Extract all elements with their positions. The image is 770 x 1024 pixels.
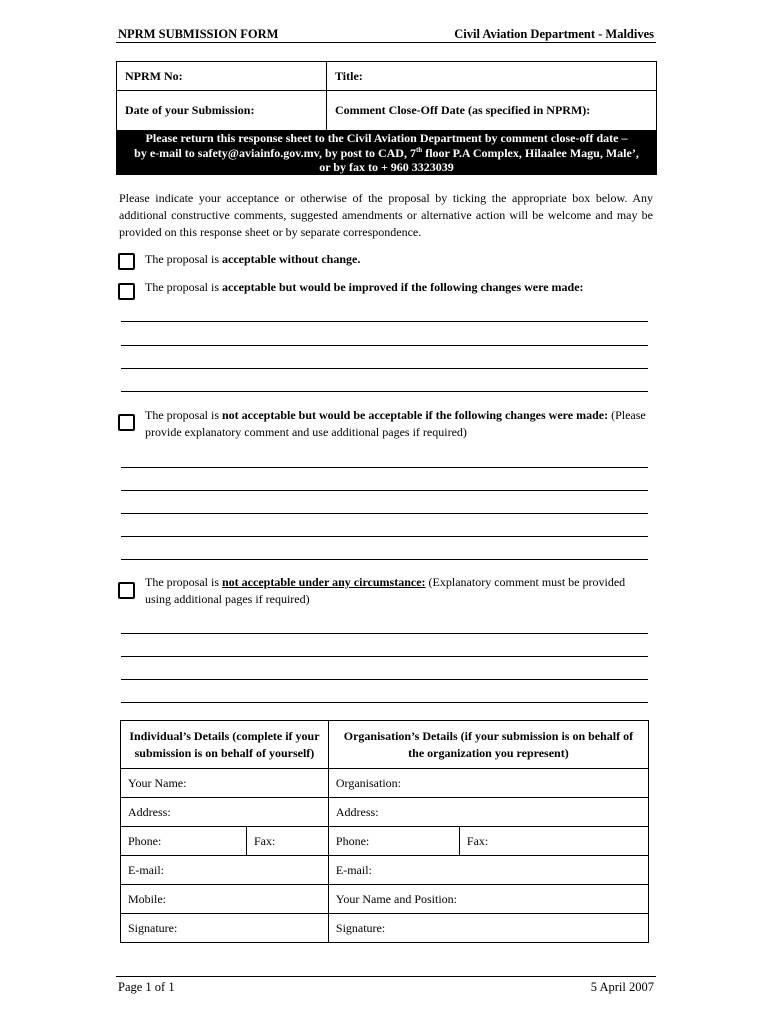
checkbox-not-acceptable-changes[interactable] <box>118 414 135 431</box>
return-instructions-banner <box>116 130 657 175</box>
footer-rule <box>116 976 656 977</box>
comment-line[interactable] <box>121 368 648 369</box>
form-title: NPRM SUBMISSION FORM <box>118 27 279 41</box>
name-position-field[interactable]: Your Name and Position: <box>328 885 648 914</box>
contact-details-table <box>120 720 649 943</box>
individual-email-field[interactable]: E-mail: <box>121 856 329 885</box>
organisation-field[interactable]: Organisation: <box>328 769 648 798</box>
comment-line[interactable] <box>121 702 648 703</box>
close-off-date-field[interactable]: Comment Close-Off Date (as specified in NPRM): <box>327 91 657 131</box>
comment-line[interactable] <box>121 536 648 537</box>
comment-line[interactable] <box>121 513 648 514</box>
your-name-field[interactable]: Your Name: <box>121 769 329 798</box>
organisation-address-field[interactable]: Address: <box>328 798 648 827</box>
organisation-signature-field[interactable]: Signature: <box>328 914 648 943</box>
page-number: Page 1 of 1 <box>118 980 175 994</box>
date-submission-field[interactable]: Date of your Submission: <box>117 91 327 131</box>
comment-line[interactable] <box>121 345 648 346</box>
comment-line[interactable] <box>121 467 648 468</box>
banner-line-2: by e-mail to safety@aviainfo.gov.mv, by post to CAD, 7th floor P.A Complex, Hilaalee Magu, Male’, <box>134 145 639 160</box>
mobile-field[interactable]: Mobile: <box>121 885 329 914</box>
nprm-info-table <box>116 61 657 131</box>
organisation-details-heading: Organisation’s Details (if your submission is on behalf of the organization you represent) <box>328 721 648 769</box>
intro-paragraph: Please indicate your acceptance or otherwise of the proposal by ticking the appropriate box below. Any additional constructive comments, suggested amendments or alternative action will be welcome and may be provided on this response sheet or by separate correspondence. <box>119 191 653 239</box>
individual-fax-field[interactable]: Fax: <box>247 827 329 856</box>
option-not-acceptable-any: The proposal is not acceptable under any circumstance: (Explanatory comment must be provided using additional pages if required) <box>145 575 626 606</box>
option-not-acceptable-changes: The proposal is not acceptable but would be acceptable if the following changes were made: (Please provide explanatory comment and use additional pages if required) <box>145 408 646 439</box>
checkbox-acceptable-improved[interactable] <box>118 283 135 300</box>
header-rule <box>116 42 656 43</box>
organisation-phone-field[interactable]: Phone: <box>328 827 459 856</box>
banner-line-3: or by fax to + 960 3323039 <box>319 160 454 175</box>
comment-line[interactable] <box>121 656 648 657</box>
comment-line[interactable] <box>121 391 648 392</box>
organisation-email-field[interactable]: E-mail: <box>328 856 648 885</box>
organisation-fax-field[interactable]: Fax: <box>459 827 648 856</box>
department-name: Civil Aviation Department - Maldives <box>454 27 654 41</box>
banner-line-1: Please return this response sheet to the Civil Aviation Department by comment close-off date – <box>145 131 628 145</box>
title-field[interactable]: Title: <box>327 62 657 91</box>
individual-address-field[interactable]: Address: <box>121 798 329 827</box>
checkbox-acceptable[interactable] <box>118 253 135 270</box>
individual-signature-field[interactable]: Signature: <box>121 914 329 943</box>
comment-line[interactable] <box>121 559 648 560</box>
individual-phone-field[interactable]: Phone: <box>121 827 247 856</box>
individual-details-heading: Individual’s Details (complete if your submission is on behalf of yourself) <box>121 721 329 769</box>
checkbox-not-acceptable-any[interactable] <box>118 582 135 599</box>
comment-line[interactable] <box>121 321 648 322</box>
comment-line[interactable] <box>121 490 648 491</box>
nprm-no-field[interactable]: NPRM No: <box>117 62 327 91</box>
comment-line[interactable] <box>121 679 648 680</box>
footer-date: 5 April 2007 <box>590 980 654 994</box>
option-acceptable: The proposal is acceptable without change. <box>145 252 361 266</box>
option-acceptable-improved: The proposal is acceptable but would be improved if the following changes were made: <box>145 280 584 294</box>
comment-line[interactable] <box>121 633 648 634</box>
